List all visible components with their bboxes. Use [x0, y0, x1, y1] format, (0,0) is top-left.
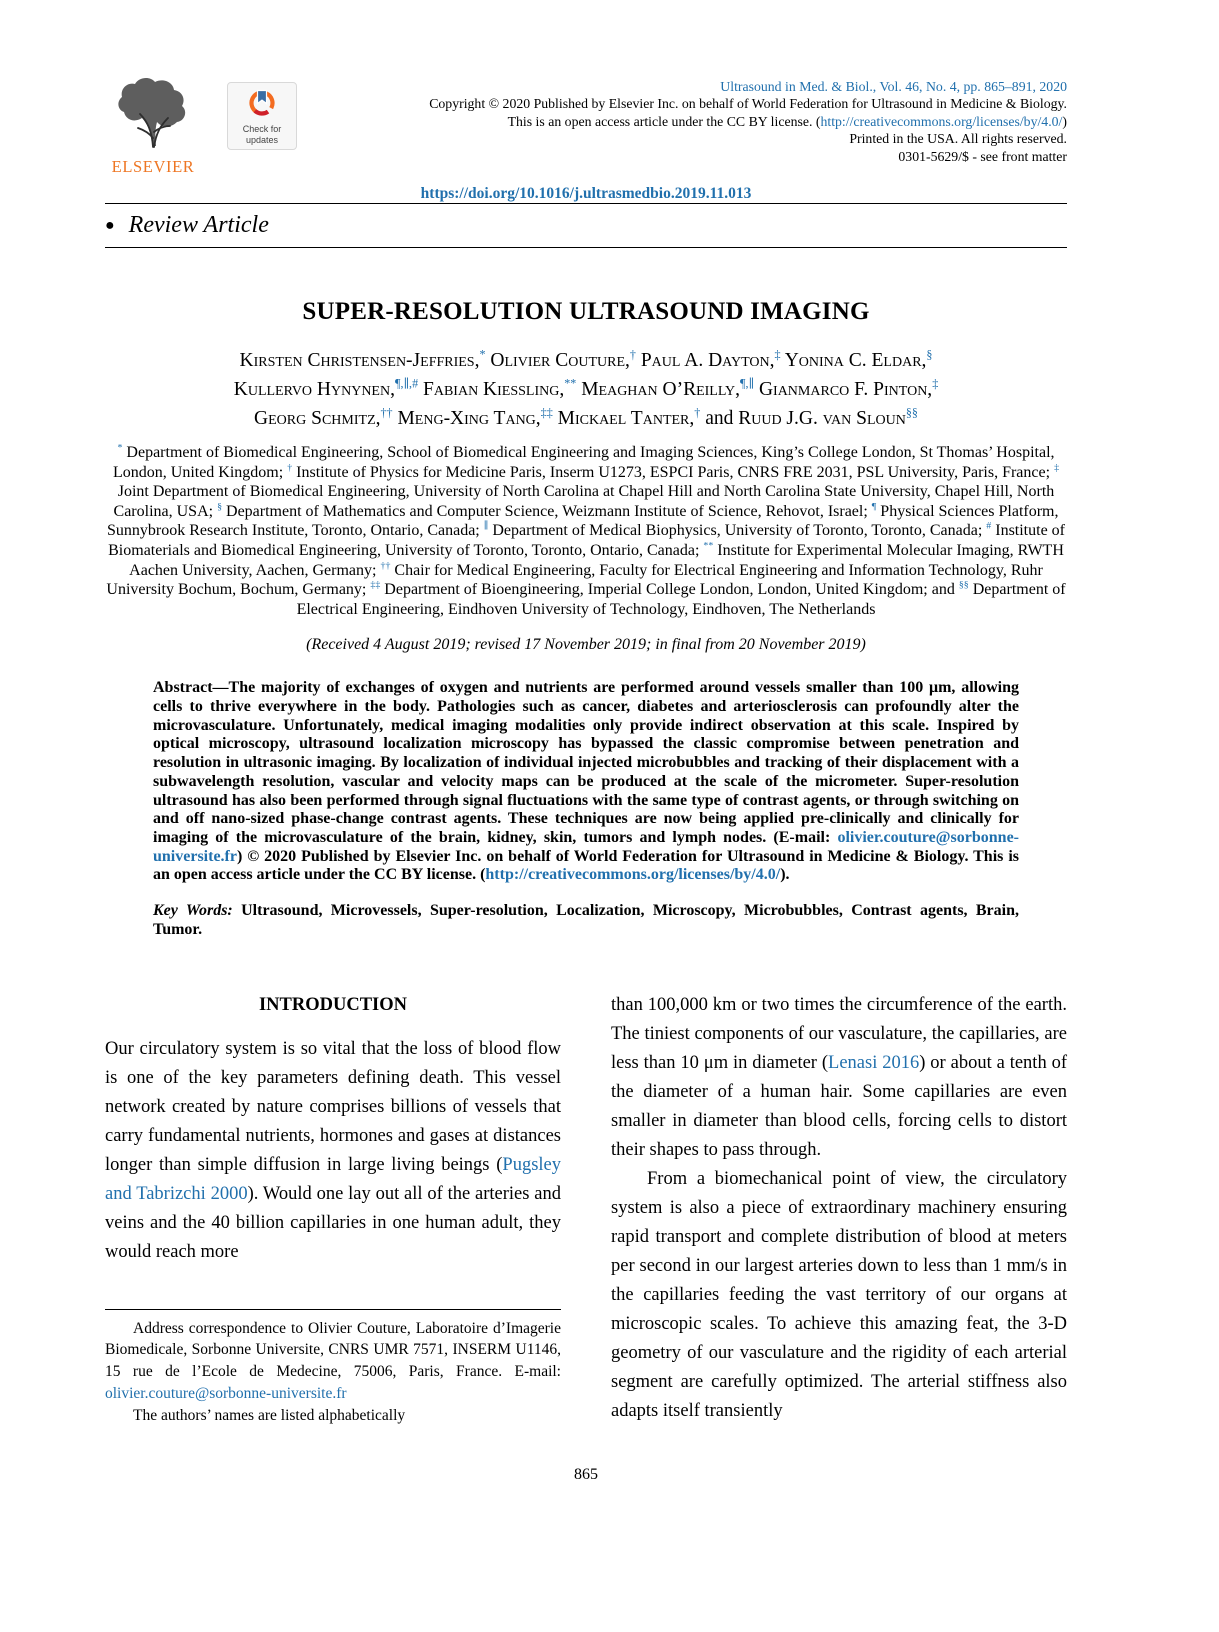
affiliation-marker-link[interactable]: ‡‡ — [370, 579, 381, 591]
section-heading-introduction: INTRODUCTION — [258, 995, 408, 1016]
affiliation-marker-link[interactable]: §§ — [958, 579, 969, 591]
affiliation-marker-link[interactable]: ‡ — [774, 347, 781, 362]
left-column — [105, 991, 561, 1426]
elsevier-logo[interactable] — [105, 76, 201, 177]
elsevier-tree-icon — [114, 76, 192, 155]
masthead-info — [297, 76, 1067, 165]
affiliation-marker-link[interactable]: † — [287, 462, 293, 474]
keywords-paragraph: Key Words: Ultrasound, Microvessels, Super-resolution, Localization, Microscopy, Microbubbles, Contrast agents, Brain, Tumor. — [153, 902, 1020, 938]
page-title: SUPER-RESOLUTION ULTRASOUND IMAGING — [302, 298, 870, 325]
affiliation-marker-link[interactable]: † — [629, 347, 636, 362]
citation-link-lenasi-2016[interactable]: Lenasi 2016 — [828, 1053, 920, 1074]
journal-citation-line[interactable]: Ultrasound in Med. & Biol., Vol. 46, No. 4, pp. 865–891, 2020 — [720, 79, 1067, 94]
page-number: 865 — [574, 1466, 598, 1484]
citation-link-pugsley-tabrizchi-2000[interactable]: Pugsley and Tabrizchi 2000 — [105, 1155, 561, 1205]
affiliation-marker-link[interactable]: # — [986, 521, 992, 533]
cc-by-license-link[interactable]: http://creativecommons.org/licenses/by/4.0/ — [485, 866, 781, 884]
affiliation-marker-link[interactable]: * — [117, 442, 123, 454]
correspondence-text: Address correspondence to Olivier Couture, Laboratoire d’Imagerie Biomedicale, Sorbonne Universite, CNRS UMR 7571, INSERM U1146, 15 rue de l’Ecole de Medecine, 75006, Paris, France. E-mail: olivier.couture@sorbonne-universite.fr — [105, 1319, 561, 1402]
crossmark-icon — [248, 88, 276, 121]
affiliation-marker-link[interactable]: § — [217, 501, 223, 513]
affiliation-marker-link[interactable]: ¶ — [871, 501, 877, 513]
affiliation-marker-link[interactable]: ¶,∥,# — [394, 376, 419, 391]
affiliation-marker-link[interactable]: ‡ — [1054, 462, 1060, 474]
article-type-label: Review Article — [128, 212, 269, 238]
publisher-brand — [105, 76, 297, 177]
affiliation-marker-link[interactable]: § — [926, 347, 933, 362]
authors-note: The authors’ names are listed alphabetically — [133, 1406, 406, 1424]
correspondence-footnote — [105, 1309, 561, 1427]
doi-link[interactable]: https://doi.org/10.1016/j.ultrasmedbio.2019.11.013 — [420, 185, 752, 202]
article-type — [105, 204, 1067, 247]
intro-paragraph-right-1: than 100,000 km or two times the circumference of the earth. The tiniest components of our vasculature, the capillaries, are less than 10 μm in diameter (Lenasi 2016) or about a tenth of the diameter of a human hair. Some capillaries are even smaller in diameter than blood cells, forcing cells to distort their shapes to pass through. — [611, 995, 1067, 1161]
second-rule — [105, 247, 1067, 248]
email-link[interactable]: olivier.couture@sorbonne-universite.fr — [153, 828, 1019, 865]
open-access-license-line: This is an open access article under the CC BY license. (http://creativecommons.org/licenses/by/4.0/) — [507, 113, 1067, 129]
check-for-updates-badge[interactable] — [227, 82, 297, 150]
affiliation-marker-link[interactable]: ¶,∥ — [740, 376, 755, 391]
body-columns — [105, 991, 1067, 1426]
affiliations: * Department of Biomedical Engineering, School of Biomedical Engineering and Imaging Sciences, King’s College London, St Thomas’ Hospital, London, United Kingdom; † Institute of Physics for Medicine Paris, Inserm U1273, ESPCI Paris, CNRS FRE 2031, PSL University, Paris, France; ‡ Joint Department of Biomedical Engineering, University of North Carolina at Chapel Hill and North Carolina State University, Chapel Hill, North Carolina, USA; § Department of Mathematics and Computer Science, Weizmann Institute of Science, Rehovot, Israel; ¶ Physical Sciences Platform, Sunnybrook Research Institute, Toronto, Ontario, Canada; ∥ Department of Medical Biophysics, University of Toronto, Toronto, Canada; # Institute of Biomaterials and Biomedical Engineering, University of Toronto, Toronto, Ontario, Canada; ** Institute for Experimental Molecular Imaging, RWTH Aachen University, Aachen, Germany; †† Chair for Medical Engineering, Faculty for Electrical Engineering and Information Technology, Ruhr University Bochum, Bochum, Germany; ‡‡ Department of Bioengineering, Imperial College London, London, United Kingdom; and §§ Department of Electrical Engineering, Eindhoven University of Technology, Eindhoven, The Netherlands — [106, 442, 1066, 618]
front-matter-line: 0301-5629/$ - see front matter — [898, 148, 1067, 164]
authors-block — [105, 346, 1067, 433]
intro-paragraph-right-2: From a biomechanical point of view, the circulatory system is also a piece of extraordinary machinery ensuring rapid transport and complete distribution of blood at meters per second in our largest arteries down to less than 1 mm/s in the capillaries feeding the vast territory of our organs at microscopic scales. To achieve this amazing feat, the 3-D geometry of our vasculature and the rigidity of each arterial segment are carefully optimized. The arterial stiffness also adapts itself transiently — [611, 1169, 1067, 1422]
affiliation-marker-link[interactable]: † — [694, 405, 701, 420]
affiliation-marker-link[interactable]: ‡ — [932, 376, 939, 391]
affiliation-marker-link[interactable]: ‡‡ — [540, 405, 553, 420]
authors-line-3: Georg Schmitz,†† Meng-Xing Tang,‡‡ Mickael Tanter,† and Ruud J.G. van Sloun§§ — [254, 405, 918, 429]
article-type-bullet-icon: ● — [105, 216, 115, 234]
copyright-line: Copyright © 2020 Published by Elsevier Inc. on behalf of World Federation for Ultrasound in Medicine & Biology. — [429, 96, 1067, 112]
footnote-rule — [105, 1309, 561, 1310]
received-line: (Received 4 August 2019; revised 17 November 2019; in final from 20 November 2019) — [306, 636, 866, 654]
affiliation-marker-link[interactable]: ** — [703, 540, 714, 552]
email-link[interactable]: olivier.couture@sorbonne-universite.fr — [105, 1384, 347, 1402]
right-column — [611, 991, 1067, 1426]
affiliation-marker-link[interactable]: ** — [564, 376, 577, 391]
intro-paragraph-left: Our circulatory system is so vital that the loss of blood flow is one of the key parameters defining death. This vessel network created by nature comprises billions of vessels that carry fundamental nutrients, hormones and gases at distances longer than simple diffusion in large living beings (Pugsley and Tabrizchi 2000). Would one lay out all of the arteries and veins and the 40 billion capillaries in one human adult, they would reach more — [105, 1039, 561, 1263]
badge-label: Check for updates — [242, 124, 282, 145]
journal-masthead — [0, 0, 1219, 177]
affiliation-marker-link[interactable]: §§ — [905, 405, 918, 420]
affiliation-marker-link[interactable]: †† — [380, 405, 393, 420]
printed-line: Printed in the USA. All rights reserved. — [849, 131, 1067, 147]
affiliation-marker-link[interactable]: †† — [380, 560, 391, 572]
affiliation-marker-link[interactable]: ∥ — [483, 521, 489, 533]
cc-by-license-link[interactable]: http://creativecommons.org/licenses/by/4.0/ — [820, 113, 1063, 129]
affiliation-marker-link[interactable]: * — [479, 347, 486, 362]
doi-row — [105, 185, 1067, 203]
abstract-paragraph: Abstract—The majority of exchanges of oxygen and nutrients are performed around vessels smaller than 100 μm, allowing cells to thrive everywhere in the body. Pathologies such as cancer, diabetes and arteriosclerosis can profoundly alter the microvasculature. Unfortunately, medical imaging modalities only provide indirect observation at this scale. Inspired by optical microscopy, ultrasound localization microscopy has bypassed the classic compromise between penetration and resolution in ultrasonic imaging. By localization of individual injected microbubbles and tracking of their displacement with a subwavelength resolution, vascular and velocity maps can be produced at the scale of the micrometer. Super-resolution ultrasound has also been performed through signal fluctuations with the same type of contrast agents, or through switching on and off nano-sized phase-change contrast agents. These techniques are now being applied pre-clinically and clinically for imaging of the microvasculature of the brain, kidney, skin, tumors and lymph nodes. (E-mail: olivier.couture@sorbonne-universite.fr) © 2020 Published by Elsevier Inc. on behalf of World Federation for Ultrasound in Medicine & Biology. This is an open access article under the CC BY license. (http://creativecommons.org/licenses/by/4.0/). — [153, 679, 1019, 884]
authors-line-2: Kullervo Hynynen,¶,∥,# Fabian Kiessling,** Meaghan O’Reilly,¶,∥ Gianmarco F. Pinton,‡ — [233, 376, 939, 400]
elsevier-wordmark: ELSEVIER — [111, 157, 195, 176]
authors-line-1: Kirsten Christensen-Jeffries,* Olivier Couture,† Paul A. Dayton,‡ Yonina C. Eldar,§ — [239, 347, 933, 371]
